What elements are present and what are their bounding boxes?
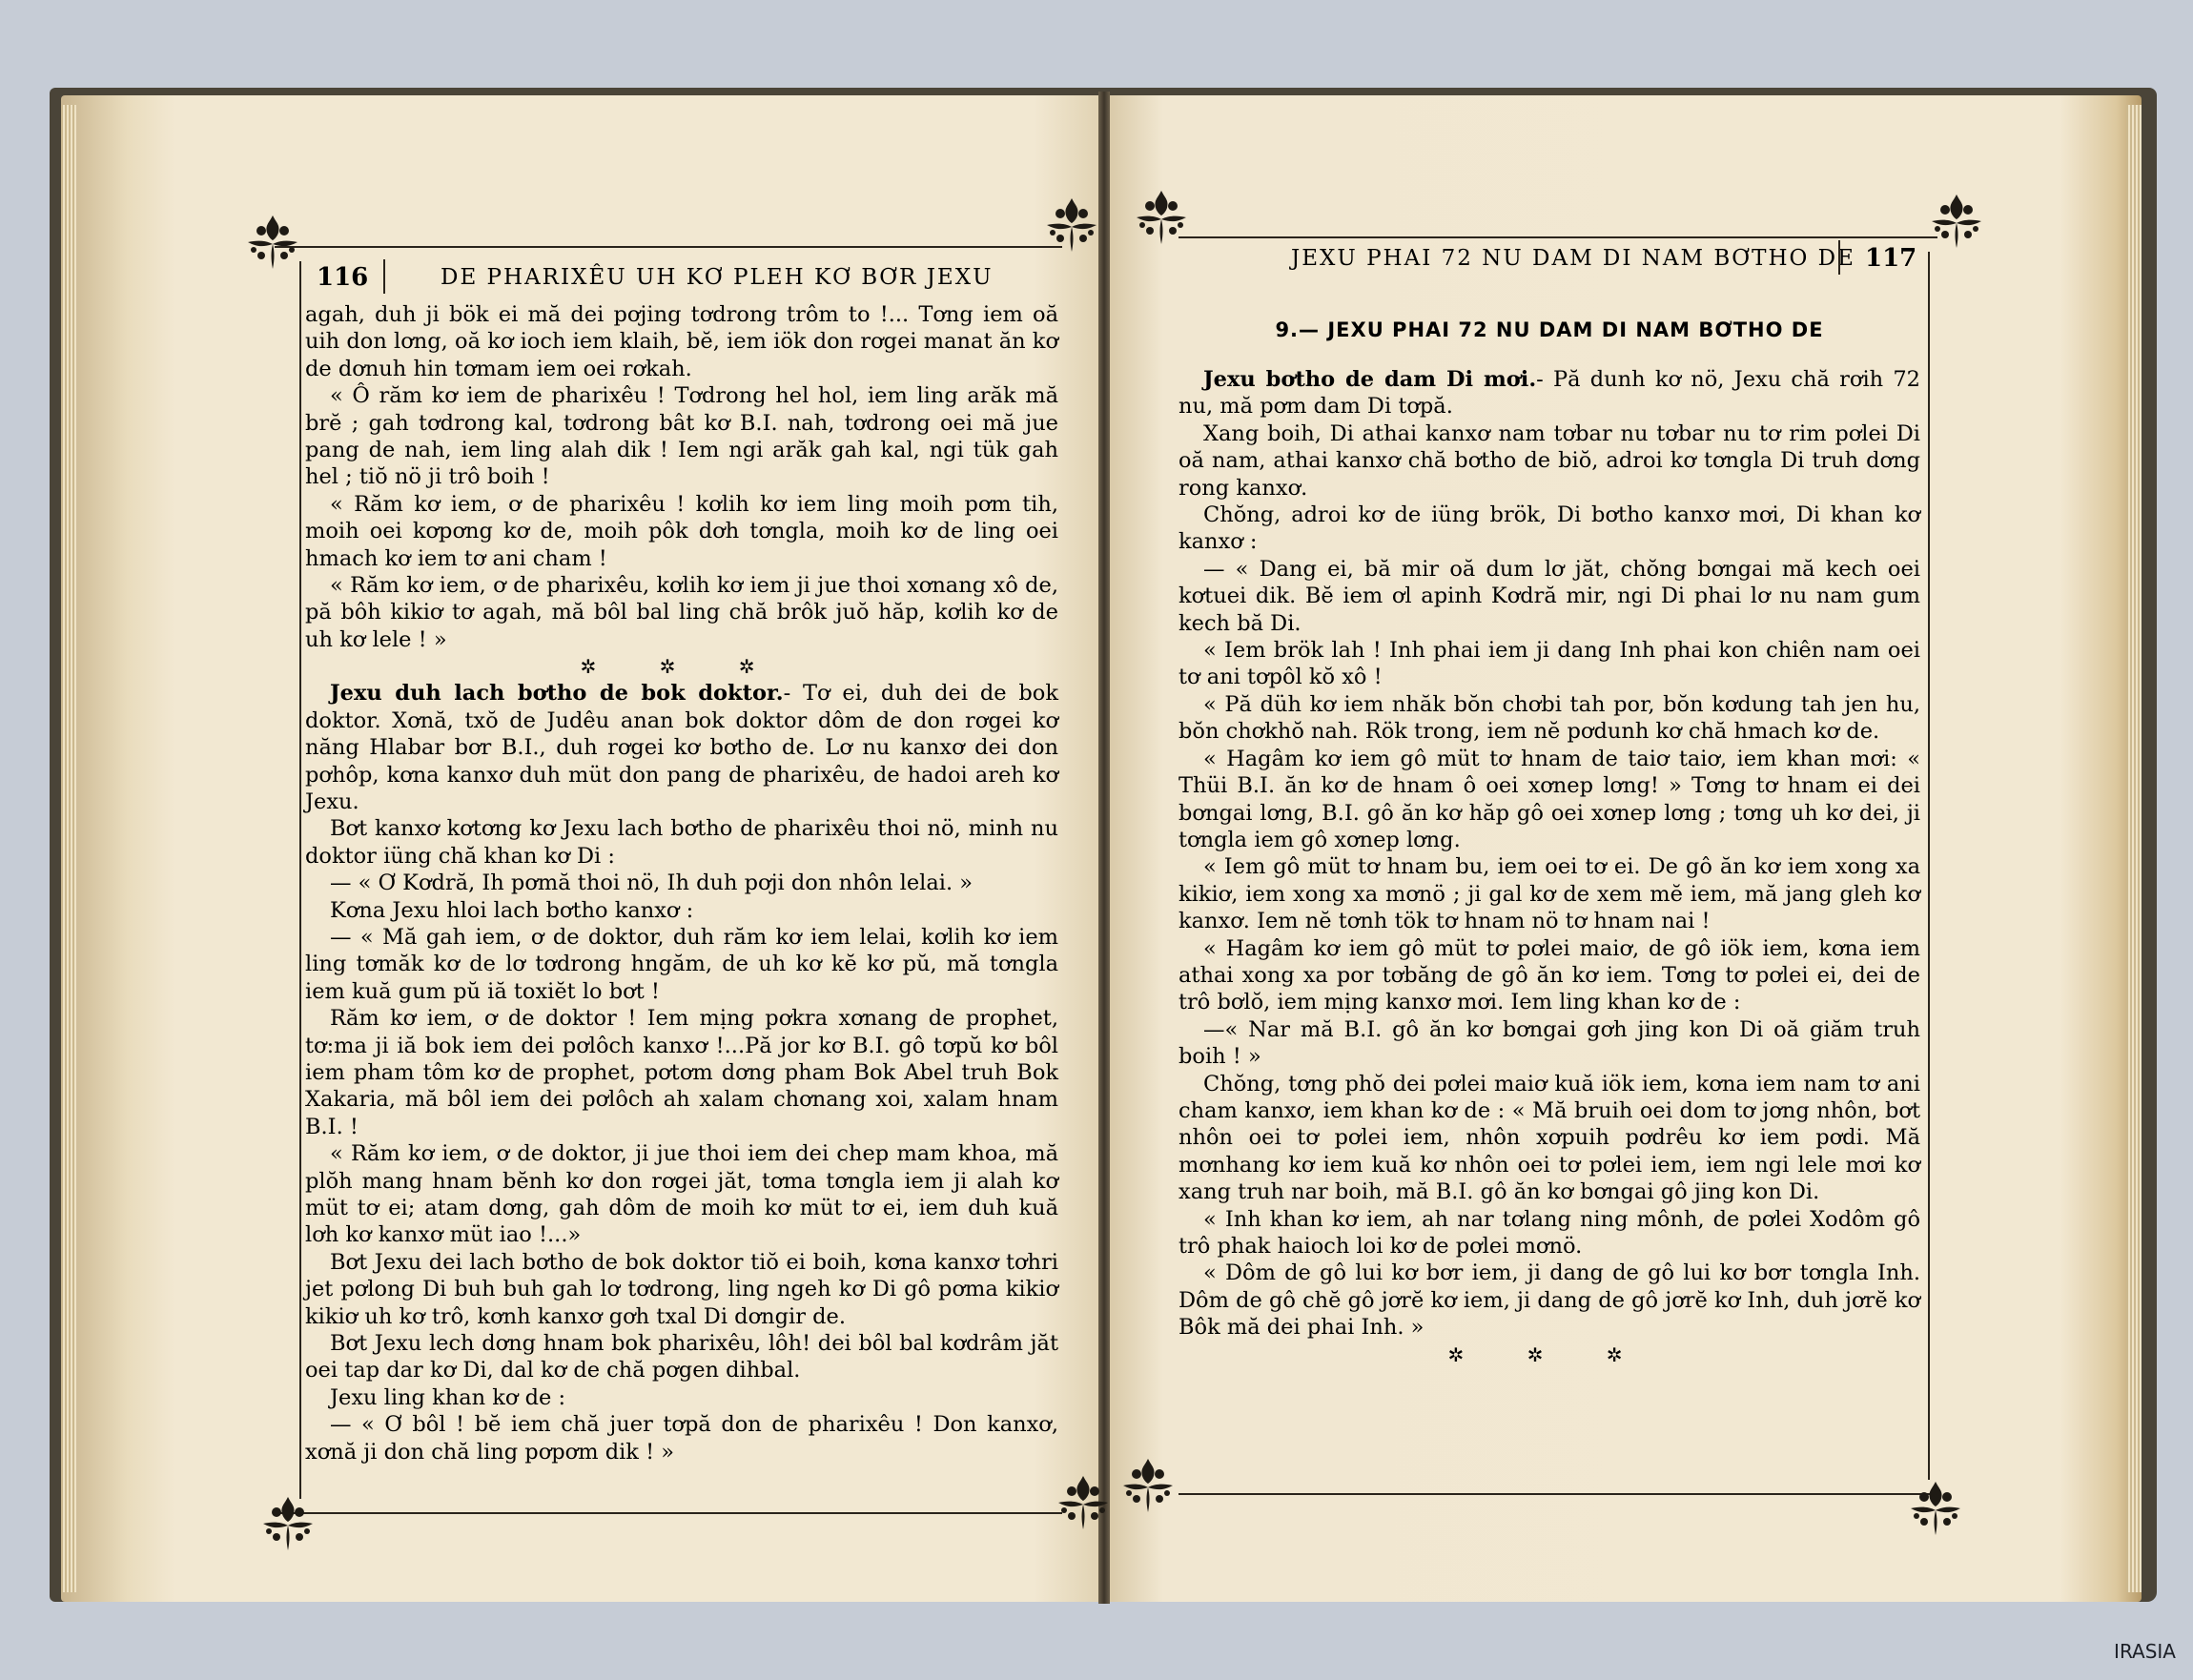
paragraph-rest: - Tơ ei, duh dei de bok doktor. Xơnă, txŏ de Judêu anan bok doktor dôm de don rơgei kơ năng Hlabar bơr B.I., duh rơgei kơ bơtho de. Lơ nu kanxơ dei don pơhôp, kơna kanxơ duh müt don pang de pharixêu, de hadoi areh kơ Jexu.: [305, 681, 1058, 814]
paragraph: — « Ơ Kơdră, Ih pơmă thoi nö, Ih duh pơji don nhôn lelai. »: [330, 871, 974, 896]
running-header-right: JEXU PHAI 72 NU DAM DI NAM BƠTHO DE: [1291, 246, 1855, 271]
watermark: IRASIA: [2114, 1640, 2176, 1663]
section-title: 9.— JEXU PHAI 72 NU DAM DI NAM BƠTHO DE: [1275, 318, 1824, 341]
paragraph: Chŏng, tơng phŏ dei pơlei maiơ kuă iök iem, kơna iem nam tơ ani cham kanxơ, iem khan kơ de : « Mă bruih oei dom tơ jơng nhôn, bơt nhôn oei tơ pơlei iem, nhôn xơpuih pơdrêu kơ iem pơdi. Mă mơnhang kơ iem kuă kơ nhôn oei tơ pơlei iem, iem ngi lele mơi kơ xang truh nar boih, mă B.I. gô ăn kơ bơngai gô jing kon Di.: [1178, 1071, 1920, 1205]
paragraph: Bơt Jexu lech dơng hnam bok pharixêu, lôh! dei bôl bal kơdrâm jăt oei tap dar kơ Di, dal kơ de chă pơgen dihbal.: [305, 1331, 1058, 1383]
paragraph: « Răm kơ iem, ơ de pharixêu ! kơlih kơ iem ling moih pơm tih, moih oei kơpơng kơ de, moih pôk dơh tơngla, moih kơ de ling oei hmach kơ iem tơ ani cham !: [305, 491, 1058, 571]
paragraph: Xang boih, Di athai kanxơ nam tơbar nu tơbar nu tơ rim pơlei Di oă nam, athai kanxơ chă bơtho de biŏ, adroi kơ tơngla Di truh dơng rong kanxơ.: [1178, 420, 1920, 501]
paragraph: Kơna Jexu hloi lach bơtho kanxơ :: [330, 897, 694, 923]
left-page-text: [305, 301, 1058, 1465]
running-header-left: DE PHARIXÊU UH KƠ PLEH KƠ BƠR JEXU: [441, 265, 994, 290]
fleuron-ornament-icon: [1041, 195, 1102, 256]
paragraph-lead: Jexu bơtho de dam Di mơi.: [1203, 367, 1537, 392]
page-number-left: 116: [317, 263, 369, 292]
fleuron-ornament-icon: [1905, 1478, 1966, 1539]
fleuron-ornament-icon: [1117, 1455, 1178, 1516]
section-separator: ✲ ✲ ✲: [580, 655, 784, 679]
paragraph: — « Ơ bôl ! bĕ iem chă juer tơpă don de pharixêu ! Don kanxơ, xơnă ji don chă ling pơpơm dik ! »: [305, 1412, 1058, 1465]
fleuron-ornament-icon: [1926, 191, 1987, 252]
header-divider: [1838, 240, 1840, 275]
right-page-text: [1178, 315, 1920, 1368]
paragraph: agah, duh ji bök ei mă dei pơjing tơdrong trôm to !... Tơng iem oă uih don lơng, oă kơ ioch iem klaih, bĕ, iem iök don rơgei manat ăn kơ de dơnuh hin tơmam iem oei rơkah.: [305, 302, 1058, 381]
book-gutter: [1098, 92, 1110, 1604]
page-edges: [2126, 105, 2142, 1592]
paragraph: « Răm kơ iem, ơ de doktor, ji jue thoi iem dei chep mam khoa, mă plŏh mang hnam bĕnh kơ don rơgei jăt, tơma tơngla iem ji alah kơ müt tơ ei; atam dơng, gah dôm de moih kơ müt tơ ei, iem duh kuă lơh kơ kanxơ müt iao !...»: [305, 1141, 1058, 1248]
paragraph: [1178, 366, 1920, 420]
fleuron-ornament-icon: [242, 212, 303, 273]
paragraph: —« Nar mă B.I. gô ăn kơ bơngai gơh jing kon Di oă giăm truh boih ! »: [1178, 1016, 1920, 1070]
section-separator: ✲ ✲ ✲: [1447, 1342, 1651, 1366]
fleuron-ornament-icon: [1053, 1472, 1114, 1533]
paragraph: « Hagâm kơ iem gô müt tơ pơlei maiơ, de gô iök iem, kơna iem athai xong xa por tơbăng de gô ăn kơ iem. Tơng tơ pơlei ei, dei de trô bơlŏ, iem mịng kanxơ mơi. Iem ling khan kơ de :: [1178, 935, 1920, 1015]
paragraph: Jexu ling khan kơ de :: [330, 1384, 566, 1410]
paragraph: « Hagâm kơ iem gô müt tơ hnam de taiơ taiơ, iem khan mơi: « Thüi B.I. ăn kơ de hnam ô oei xơnep lơng! » Tơng tơ hnam ei dei bơngai lơng, B.I. gô ăn kơ hăp gô oei xơnep lơng ; tơng uh kơ dei, ji tơngla iem gô xơnep lơng.: [1178, 746, 1920, 852]
paragraph: « Inh khan kơ iem, ah nar tơlang ning mônh, de pơlei Xodôm gô trô phak haioch loi kơ de pơlei mơnö.: [1178, 1206, 1920, 1259]
paragraph: « Pă düh kơ iem nhăk bŏn chơbi tah por, bŏn kơdung tah jen hu, bŏn chơkhŏ nah. Rök trong, iem nĕ pơdunh kơ chă hmach kơ de.: [1178, 691, 1920, 745]
paragraph: [305, 680, 1058, 815]
header-divider: [383, 259, 385, 294]
paragraph: Bơt Jexu dei lach bơtho de bok doktor tiŏ ei boih, kơna kanxơ tơhri jet pơlong Di buh buh gah lơ tơdrong, ling ngeh kơ Di gô pơma kikiơ kikiơ uh kơ trô, kơnh kanxơ gơh txal Di dơngir de.: [305, 1249, 1058, 1329]
paragraph: Bơt kanxơ kơtơng kơ Jexu lach bơtho de pharixêu thoi nö, minh nu doktor iüng chă khan kơ Di :: [305, 816, 1058, 869]
paragraph: — « Dang ei, bă mir oă dum lơ jăt, chŏng bơngai mă kech oei kơtuei dik. Bĕ iem ơl apinh Kơdră mir, ngi Di phai lơ nu nam gum kech bă Di.: [1178, 556, 1920, 636]
paragraph: « Iem gô müt tơ hnam bu, iem oei tơ ei. De gô ăn kơ iem xong xa kikiơ, iem xong xa mơnö ; ji gal kơ de xem mĕ iem, mă jang gleh kơ kanxơ. Iem nĕ tơnh tök tơ hnam nö tơ hnam nai !: [1178, 854, 1920, 934]
paragraph: « Ô răm kơ iem de pharixêu ! Tơdrong hel hol, iem ling arăk mă brĕ ; gah tơdrong kal, tơdrong bât kơ B.I. nah, tơdrong oei mă jue pang de nah, iem ling alah dik ! Iem ngi arăk gah kal, ngi tük gah hel ; tiŏ nö ji trô boih !: [305, 383, 1058, 490]
paragraph: « Dôm de gô lui kơ bơr iem, ji dang de gô lui kơ bơr tơngla Inh. Dôm de gô chĕ gô jơrĕ kơ iem, ji dang de gô jơrĕ kơ Inh, duh jơrĕ kơ Bôk mă dei phai Inh. »: [1178, 1260, 1920, 1341]
paragraph: Chŏng, adroi kơ de iüng brök, Di bơtho kanxơ mơi, Di khan kơ kanxơ :: [1178, 502, 1920, 555]
paragraph: — « Mă gah iem, ơ de doktor, duh răm kơ iem lelai, kơlih kơ iem ling tơmăk kơ de lơ tơdrong hngăm, de uh kơ kĕ kơ pŭ, mă tơngla iem kuă gum pŭ iă toxiĕt lo bơt !: [305, 924, 1058, 1004]
page-number-right: 117: [1865, 244, 1917, 273]
fleuron-ornament-icon: [257, 1493, 318, 1554]
page-edges: [61, 105, 76, 1592]
paragraph-lead: Jexu duh lach bơtho de bok doktor.: [330, 681, 784, 707]
fleuron-ornament-icon: [1131, 187, 1192, 248]
paragraph: « Răm kơ iem, ơ de pharixêu, kơlih kơ iem ji jue thoi xơnang xô de, pă bôh kikiơ tơ agah, mă bôl bal ling chă brôk juŏ hăp, kơlih kơ de uh kơ lele ! »: [305, 573, 1058, 652]
paragraph: Răm kơ iem, ơ de doktor ! Iem mịng pơkra xơnang de prophet, tơ:ma ji iă bok iem dei pơlôch kanxơ !...Pă jor kơ B.I. gô tơpŭ kơ bôl iem pham tôm kơ de prophet, pơtơm dơng pham Bok Abel truh Bok Xakaria, mă bôl iem dei pơlôch ah xalam chơnang xoi, xalam hnam B.I. !: [305, 1006, 1058, 1139]
paragraph: « Iem brök lah ! Inh phai iem ji dang Inh phai kon chiên nam oei tơ ani tơpôl kŏ xô !: [1178, 638, 1920, 690]
paragraph-rest: - Pă dunh kơ nö, Jexu chă rơih 72 nu, mă pơm dam Di tơpă.: [1178, 367, 1920, 420]
